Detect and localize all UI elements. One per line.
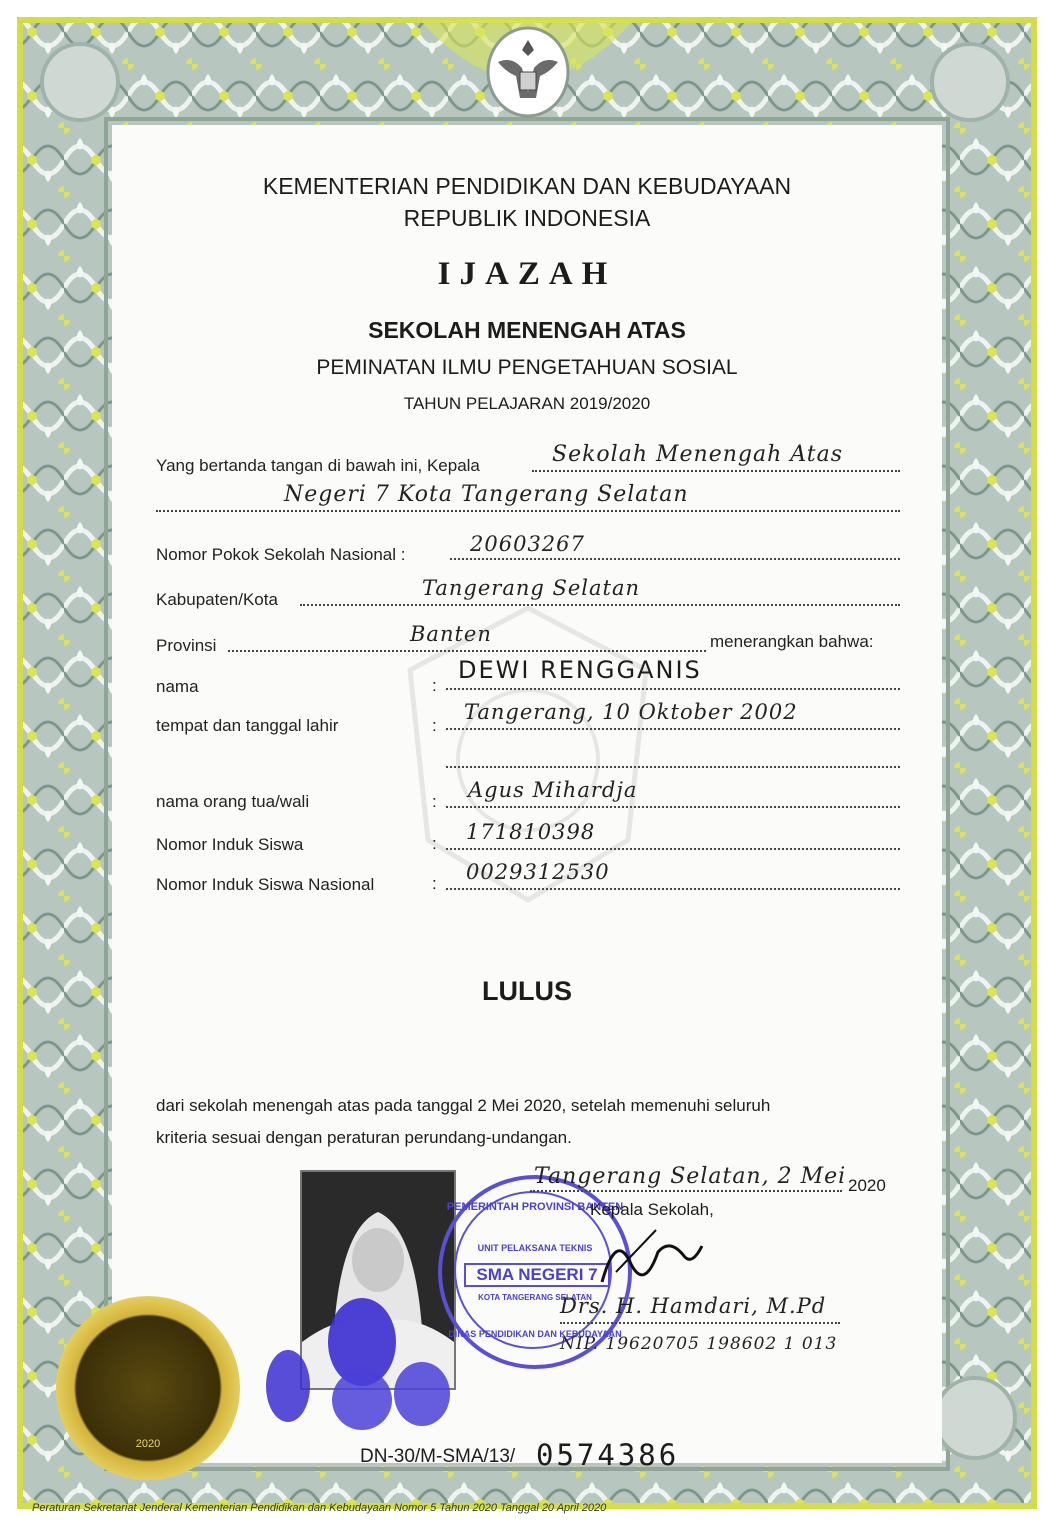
ttl-value: Tangerang, 10 Oktober 2002 xyxy=(464,700,798,724)
statement-line-2: kriteria sesuai dengan peraturan perundang-undangan. xyxy=(156,1128,572,1147)
signature-year: 2020 xyxy=(848,1176,886,1195)
dotted-line xyxy=(156,510,900,512)
ortu-value: Agus Mihardja xyxy=(468,778,638,802)
specialization: PEMINATAN ILMU PENGETAHUAN SOSIAL xyxy=(316,356,738,379)
colon: : xyxy=(432,834,437,853)
serial-code: DN-30/M-SMA/13/ xyxy=(360,1446,516,1467)
colon: : xyxy=(432,792,437,811)
hologram-year: 2020 xyxy=(135,1438,161,1450)
signature-place-date: Tangerang Selatan, 2 Mei xyxy=(534,1164,847,1189)
result-lulus: LULUS xyxy=(482,976,572,1006)
statement-line-1: dari sekolah menengah atas pada tanggal 2 Mei 2020, setelah memenuhi seluruh xyxy=(156,1096,771,1115)
nis-label: Nomor Induk Siswa xyxy=(156,835,304,854)
colon: : xyxy=(432,874,437,893)
school-name-line-2: Negeri 7 Kota Tangerang Selatan xyxy=(284,482,689,507)
serial-number: 0574386 xyxy=(536,1438,680,1472)
colon: : xyxy=(432,676,437,695)
provinsi-label: Provinsi xyxy=(156,636,217,655)
nisn-label: Nomor Induk Siswa Nasional xyxy=(156,875,375,894)
npsn-value: 20603267 xyxy=(470,532,585,556)
tut-wuri-handayani-watermark-icon xyxy=(398,600,658,910)
stamp-outer-bottom: DINAS PENDIDIKAN DAN KEBUDAYAAN xyxy=(448,1329,622,1339)
intro-label: Yang bertanda tangan di bawah ini, Kepala xyxy=(156,456,480,475)
nama-value: DEWI RENGGANIS xyxy=(458,656,702,684)
kabkota-label: Kabupaten/Kota xyxy=(156,590,278,609)
principal-signature-icon xyxy=(596,1222,706,1292)
hologram-seal xyxy=(56,1296,240,1480)
dotted-line xyxy=(532,470,900,472)
dotted-line xyxy=(560,1322,840,1324)
stamp-school: SMA NEGERI 7 xyxy=(464,1263,610,1287)
signature-nip: NIP. 19620705 198602 1 013 xyxy=(560,1334,838,1354)
stamp-city: KOTA TANGERANG SELATAN xyxy=(478,1293,592,1302)
kabkota-value: Tangerang Selatan xyxy=(422,576,641,600)
provinsi-value: Banten xyxy=(410,622,492,646)
colon: : xyxy=(432,716,437,735)
stamp-unit: UNIT PELAKSANA TEKNIS xyxy=(477,1243,593,1253)
garuda-emblem-icon xyxy=(486,22,570,118)
ministry-line-2: REPUBLIK INDONESIA xyxy=(403,205,651,231)
document-title: IJAZAH xyxy=(437,256,617,292)
school-level: SEKOLAH MENENGAH ATAS xyxy=(368,317,686,343)
npsn-label: Nomor Pokok Sekolah Nasional : xyxy=(156,545,406,564)
fingerprint-stamp-icon xyxy=(262,1290,462,1430)
nisn-value: 0029312530 xyxy=(466,860,610,884)
ortu-label: nama orang tua/wali xyxy=(156,792,310,811)
academic-year: TAHUN PELAJARAN 2019/2020 xyxy=(403,394,651,413)
footer-regulation: Peraturan Sekretariat Jenderal Kementerian Pendidikan dan Kebudayaan Nomor 5 Tahun 2020 Tanggal 20 April 2020 xyxy=(32,1502,607,1514)
dotted-line xyxy=(530,1190,842,1192)
school-name-line-1: Sekolah Menengah Atas xyxy=(552,442,843,467)
signature-title: Kepala Sekolah, xyxy=(590,1200,714,1219)
dotted-line xyxy=(450,558,900,560)
menerangkan-text: menerangkan bahwa: xyxy=(710,632,874,651)
ttl-label: tempat dan tanggal lahir xyxy=(156,716,339,735)
nama-label: nama xyxy=(156,677,199,696)
nis-value: 171810398 xyxy=(466,820,596,844)
ministry-line-1: KEMENTERIAN PENDIDIKAN DAN KEBUDAYAAN xyxy=(262,173,792,199)
stamp-outer-top: PEMERINTAH PROVINSI BANTEN xyxy=(446,1201,624,1213)
signature-name: Drs. H. Hamdari, M.Pd xyxy=(560,1294,827,1318)
